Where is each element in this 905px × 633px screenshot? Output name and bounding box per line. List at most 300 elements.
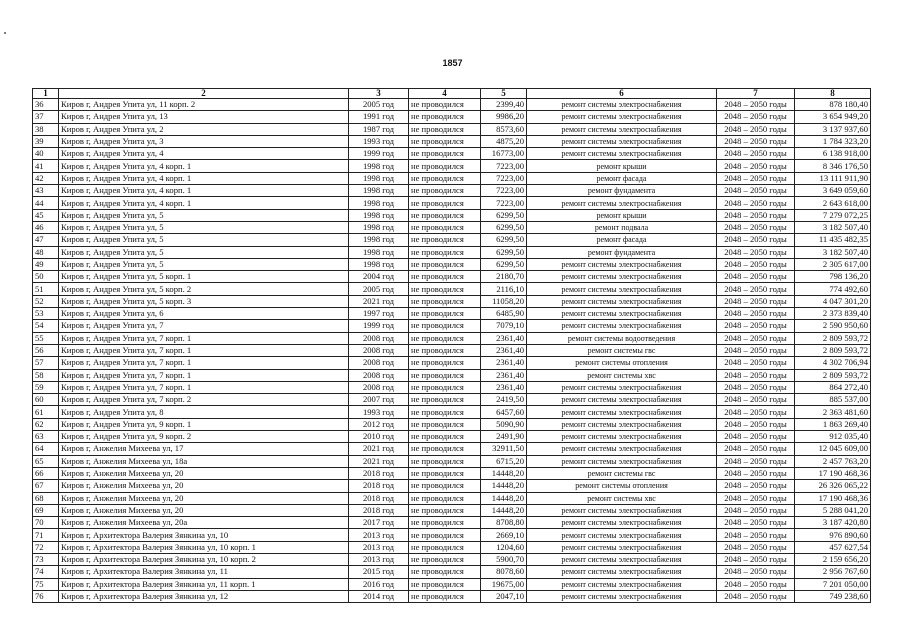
cell-area: 11058,20 — [481, 295, 527, 307]
cell-period: 2048 – 2050 годы — [717, 160, 795, 172]
cell-build-year: 1998 год — [349, 221, 409, 233]
cell-period: 2048 – 2050 годы — [717, 443, 795, 455]
cell-work-type: ремонт системы электроснабжения — [527, 418, 717, 430]
header-col-2: 2 — [59, 89, 349, 99]
page-number: 1857 — [442, 58, 463, 68]
cell-cost: 2 363 481,60 — [795, 406, 871, 418]
cell-build-year: 2021 год — [349, 455, 409, 467]
header-col-6: 6 — [527, 89, 717, 99]
cell-build-year: 2013 год — [349, 529, 409, 541]
cell-cost: 1 784 323,20 — [795, 135, 871, 147]
cell-last-repair: не проводился — [409, 160, 481, 172]
cell-area: 5090,90 — [481, 418, 527, 430]
cell-build-year: 1999 год — [349, 320, 409, 332]
cell-build-year: 1998 год — [349, 160, 409, 172]
cell-row-number: 75 — [33, 578, 59, 590]
table-row — [33, 467, 871, 479]
cell-address: Киров г, Андрея Упита ул, 5 — [59, 258, 349, 270]
cell-row-number: 69 — [33, 504, 59, 516]
table-row — [33, 480, 871, 492]
table-row — [33, 111, 871, 123]
cell-period: 2048 – 2050 годы — [717, 234, 795, 246]
cell-cost: 2 643 618,00 — [795, 197, 871, 209]
table-row — [33, 357, 871, 369]
table-row — [33, 566, 871, 578]
cell-build-year: 1998 год — [349, 246, 409, 258]
table-row — [33, 271, 871, 283]
cell-row-number: 50 — [33, 271, 59, 283]
cell-cost: 878 180,40 — [795, 99, 871, 111]
cell-work-type: ремонт системы электроснабжения — [527, 111, 717, 123]
cell-period: 2048 – 2050 годы — [717, 517, 795, 529]
cell-address: Киров г, Анжелия Михеева ул, 17 — [59, 443, 349, 455]
cell-row-number: 38 — [33, 123, 59, 135]
cell-last-repair: не проводился — [409, 246, 481, 258]
cell-period: 2048 – 2050 годы — [717, 197, 795, 209]
header-col-8: 8 — [795, 89, 871, 99]
cell-period: 2048 – 2050 годы — [717, 394, 795, 406]
cell-cost: 976 890,60 — [795, 529, 871, 541]
cell-work-type: ремонт системы электроснабжения — [527, 308, 717, 320]
table-row — [33, 221, 871, 233]
cell-area: 6299,50 — [481, 234, 527, 246]
table-row — [33, 185, 871, 197]
table-row — [33, 160, 871, 172]
cell-row-number: 70 — [33, 517, 59, 529]
cell-row-number: 71 — [33, 529, 59, 541]
cell-period: 2048 – 2050 годы — [717, 320, 795, 332]
cell-area: 32911,50 — [481, 443, 527, 455]
cell-last-repair: не проводился — [409, 320, 481, 332]
cell-period: 2048 – 2050 годы — [717, 455, 795, 467]
cell-address: Киров г, Андрея Упита ул, 6 — [59, 308, 349, 320]
cell-last-repair: не проводился — [409, 308, 481, 320]
cell-build-year: 2008 год — [349, 332, 409, 344]
cell-cost: 2 956 767,60 — [795, 566, 871, 578]
cell-period: 2048 – 2050 годы — [717, 369, 795, 381]
cell-cost: 17 190 468,36 — [795, 492, 871, 504]
cell-address: Киров г, Андрея Упита ул, 9 корп. 1 — [59, 418, 349, 430]
cell-work-type: ремонт системы водоотведения — [527, 332, 717, 344]
cell-period: 2048 – 2050 годы — [717, 209, 795, 221]
cell-area: 6485,90 — [481, 308, 527, 320]
cell-work-type: ремонт системы электроснабжения — [527, 590, 717, 602]
cell-address: Киров г, Андрея Упита ул, 5 — [59, 234, 349, 246]
cell-row-number: 72 — [33, 541, 59, 553]
cell-address: Киров г, Андрея Упита ул, 5 — [59, 221, 349, 233]
cell-cost: 774 492,60 — [795, 283, 871, 295]
cell-build-year: 1999 год — [349, 148, 409, 160]
cell-work-type: ремонт системы хвс — [527, 369, 717, 381]
cell-cost: 3 654 949,20 — [795, 111, 871, 123]
cell-build-year: 1998 год — [349, 234, 409, 246]
table-row — [33, 209, 871, 221]
cell-address: Киров г, Архитектора Валерия Зянкина ул, 11 корп. 1 — [59, 578, 349, 590]
cell-address: Киров г, Андрея Упита ул, 4 корп. 1 — [59, 172, 349, 184]
cell-address: Киров г, Анжелия Михеева ул, 20 — [59, 504, 349, 516]
table-body — [33, 99, 871, 603]
cell-area: 6715,20 — [481, 455, 527, 467]
cell-row-number: 39 — [33, 135, 59, 147]
cell-last-repair: не проводился — [409, 418, 481, 430]
cell-address: Киров г, Андрея Упита ул, 7 корп. 1 — [59, 344, 349, 356]
cell-row-number: 58 — [33, 369, 59, 381]
cell-cost: 912 035,40 — [795, 431, 871, 443]
cell-area: 6299,50 — [481, 221, 527, 233]
cell-build-year: 1998 год — [349, 209, 409, 221]
table-row — [33, 590, 871, 602]
cell-work-type: ремонт системы электроснабжения — [527, 443, 717, 455]
cell-work-type: ремонт фундамента — [527, 185, 717, 197]
cell-period: 2048 – 2050 годы — [717, 111, 795, 123]
table-row — [33, 406, 871, 418]
table-row — [33, 295, 871, 307]
cell-work-type: ремонт системы электроснабжения — [527, 406, 717, 418]
cell-cost: 2 305 617,00 — [795, 258, 871, 270]
cell-area: 6299,50 — [481, 258, 527, 270]
cell-work-type: ремонт системы электроснабжения — [527, 517, 717, 529]
cell-period: 2048 – 2050 годы — [717, 135, 795, 147]
cell-period: 2048 – 2050 годы — [717, 480, 795, 492]
cell-work-type: ремонт системы электроснабжения — [527, 566, 717, 578]
cell-row-number: 73 — [33, 553, 59, 565]
cell-last-repair: не проводился — [409, 332, 481, 344]
cell-build-year: 2005 год — [349, 283, 409, 295]
cell-last-repair: не проводился — [409, 148, 481, 160]
cell-work-type: ремонт системы электроснабжения — [527, 541, 717, 553]
cell-row-number: 55 — [33, 332, 59, 344]
cell-area: 5900,70 — [481, 553, 527, 565]
cell-build-year: 1993 год — [349, 135, 409, 147]
cell-area: 14448,20 — [481, 492, 527, 504]
cell-row-number: 46 — [33, 221, 59, 233]
cell-period: 2048 – 2050 годы — [717, 406, 795, 418]
cell-work-type: ремонт системы отопления — [527, 357, 717, 369]
cell-build-year: 1997 год — [349, 308, 409, 320]
cell-cost: 2 809 593,72 — [795, 332, 871, 344]
cell-period: 2048 – 2050 годы — [717, 246, 795, 258]
cell-row-number: 65 — [33, 455, 59, 467]
cell-work-type: ремонт системы электроснабжения — [527, 578, 717, 590]
cell-last-repair: не проводился — [409, 295, 481, 307]
cell-cost: 17 190 468,36 — [795, 467, 871, 479]
cell-address: Киров г, Андрея Упита ул, 5 — [59, 209, 349, 221]
table-row — [33, 541, 871, 553]
cell-work-type: ремонт системы электроснабжения — [527, 455, 717, 467]
cell-cost: 1 863 269,40 — [795, 418, 871, 430]
header-col-1: 1 — [33, 89, 59, 99]
cell-last-repair: не проводился — [409, 234, 481, 246]
cell-period: 2048 – 2050 годы — [717, 99, 795, 111]
cell-address: Киров г, Андрея Упита ул, 13 — [59, 111, 349, 123]
cell-work-type: ремонт системы электроснабжения — [527, 283, 717, 295]
cell-last-repair: не проводился — [409, 517, 481, 529]
cell-address: Киров г, Архитектора Валерия Зянкина ул, 12 — [59, 590, 349, 602]
table-row — [33, 504, 871, 516]
cell-area: 14448,20 — [481, 467, 527, 479]
cell-cost: 2 159 656,20 — [795, 553, 871, 565]
cell-period: 2048 – 2050 годы — [717, 553, 795, 565]
cell-area: 2180,70 — [481, 271, 527, 283]
cell-area: 2419,50 — [481, 394, 527, 406]
cell-cost: 13 111 911,90 — [795, 172, 871, 184]
cell-build-year: 1993 год — [349, 406, 409, 418]
cell-last-repair: не проводился — [409, 443, 481, 455]
cell-cost: 2 809 593,72 — [795, 369, 871, 381]
cell-work-type: ремонт системы электроснабжения — [527, 431, 717, 443]
cell-address: Киров г, Анжелия Михеева ул, 18а — [59, 455, 349, 467]
cell-area: 7223,00 — [481, 160, 527, 172]
cell-row-number: 47 — [33, 234, 59, 246]
cell-cost: 798 136,20 — [795, 271, 871, 283]
cell-last-repair: не проводился — [409, 99, 481, 111]
cell-address: Киров г, Андрея Упита ул, 5 корп. 1 — [59, 271, 349, 283]
cell-address: Киров г, Анжелия Михеева ул, 20 — [59, 480, 349, 492]
cell-work-type: ремонт системы электроснабжения — [527, 553, 717, 565]
cell-period: 2048 – 2050 годы — [717, 332, 795, 344]
cell-build-year: 2008 год — [349, 357, 409, 369]
cell-cost: 864 272,40 — [795, 381, 871, 393]
cell-area: 1204,60 — [481, 541, 527, 553]
cell-build-year: 2008 год — [349, 381, 409, 393]
cell-last-repair: не проводился — [409, 283, 481, 295]
cell-area: 6299,50 — [481, 209, 527, 221]
cell-area: 8078,60 — [481, 566, 527, 578]
cell-period: 2048 – 2050 годы — [717, 504, 795, 516]
cell-area: 2669,10 — [481, 529, 527, 541]
cell-build-year: 2013 год — [349, 541, 409, 553]
cell-work-type: ремонт фасада — [527, 172, 717, 184]
table-row — [33, 234, 871, 246]
cell-row-number: 54 — [33, 320, 59, 332]
cell-address: Киров г, Андрея Упита ул, 5 корп. 3 — [59, 295, 349, 307]
cell-cost: 2 457 763,20 — [795, 455, 871, 467]
cell-build-year: 2018 год — [349, 492, 409, 504]
table-row — [33, 283, 871, 295]
cell-last-repair: не проводился — [409, 369, 481, 381]
cell-area: 6457,60 — [481, 406, 527, 418]
cell-work-type: ремонт системы электроснабжения — [527, 394, 717, 406]
cell-work-type: ремонт фасада — [527, 234, 717, 246]
cell-work-type: ремонт системы электроснабжения — [527, 295, 717, 307]
cell-address: Киров г, Андрея Упита ул, 4 корп. 1 — [59, 160, 349, 172]
cell-work-type: ремонт системы электроснабжения — [527, 529, 717, 541]
cell-area: 7223,00 — [481, 172, 527, 184]
cell-period: 2048 – 2050 годы — [717, 492, 795, 504]
cell-last-repair: не проводился — [409, 344, 481, 356]
cell-work-type: ремонт системы электроснабжения — [527, 271, 717, 283]
cell-last-repair: не проводился — [409, 197, 481, 209]
cell-area: 14448,20 — [481, 504, 527, 516]
cell-address: Киров г, Андрея Упита ул, 11 корп. 2 — [59, 99, 349, 111]
cell-build-year: 2005 год — [349, 99, 409, 111]
cell-area: 2399,40 — [481, 99, 527, 111]
cell-row-number: 52 — [33, 295, 59, 307]
cell-last-repair: не проводился — [409, 258, 481, 270]
cell-address: Киров г, Андрея Упита ул, 8 — [59, 406, 349, 418]
cell-address: Киров г, Андрея Упита ул, 4 — [59, 148, 349, 160]
cell-last-repair: не проводился — [409, 541, 481, 553]
cell-last-repair: не проводился — [409, 271, 481, 283]
cell-area: 2361,40 — [481, 357, 527, 369]
cell-work-type: ремонт системы электроснабжения — [527, 381, 717, 393]
cell-address: Киров г, Архитектора Валерия Зянкина ул, 10 — [59, 529, 349, 541]
table-row — [33, 553, 871, 565]
cell-work-type: ремонт системы электроснабжения — [527, 320, 717, 332]
cell-build-year: 2007 год — [349, 394, 409, 406]
cell-build-year: 2013 год — [349, 553, 409, 565]
cell-area: 8708,80 — [481, 517, 527, 529]
cell-build-year: 2017 год — [349, 517, 409, 529]
table-row — [33, 578, 871, 590]
cell-address: Киров г, Архитектора Валерия Зянкина ул, 10 корп. 2 — [59, 553, 349, 565]
table-row — [33, 320, 871, 332]
cell-build-year: 2010 год — [349, 431, 409, 443]
cell-area: 2491,90 — [481, 431, 527, 443]
cell-cost: 457 627,54 — [795, 541, 871, 553]
cell-area: 2361,40 — [481, 381, 527, 393]
cell-row-number: 49 — [33, 258, 59, 270]
cell-last-repair: не проводился — [409, 381, 481, 393]
cell-cost: 5 288 041,20 — [795, 504, 871, 516]
cell-period: 2048 – 2050 годы — [717, 172, 795, 184]
cell-last-repair: не проводился — [409, 209, 481, 221]
cell-area: 2047,10 — [481, 590, 527, 602]
cell-area: 14448,20 — [481, 480, 527, 492]
cell-period: 2048 – 2050 годы — [717, 381, 795, 393]
table-row — [33, 369, 871, 381]
cell-row-number: 68 — [33, 492, 59, 504]
cell-cost: 3 649 059,60 — [795, 185, 871, 197]
cell-period: 2048 – 2050 годы — [717, 258, 795, 270]
cell-work-type: ремонт системы гвс — [527, 344, 717, 356]
cell-last-repair: не проводился — [409, 492, 481, 504]
cell-last-repair: не проводился — [409, 566, 481, 578]
cell-area: 7079,10 — [481, 320, 527, 332]
cell-work-type: ремонт системы электроснабжения — [527, 148, 717, 160]
cell-last-repair: не проводился — [409, 394, 481, 406]
cell-address: Киров г, Анжелия Михеева ул, 20 — [59, 492, 349, 504]
cell-build-year: 2016 год — [349, 578, 409, 590]
table-row — [33, 123, 871, 135]
cell-cost: 2 590 950,60 — [795, 320, 871, 332]
cell-period: 2048 – 2050 годы — [717, 566, 795, 578]
cell-address: Киров г, Андрея Упита ул, 9 корп. 2 — [59, 431, 349, 443]
cell-build-year: 1998 год — [349, 172, 409, 184]
cell-build-year: 2018 год — [349, 467, 409, 479]
cell-cost: 7 201 050,00 — [795, 578, 871, 590]
cell-period: 2048 – 2050 годы — [717, 590, 795, 602]
cell-period: 2048 – 2050 годы — [717, 467, 795, 479]
table-row — [33, 455, 871, 467]
cell-last-repair: не проводился — [409, 578, 481, 590]
cell-area: 6299,50 — [481, 246, 527, 258]
cell-last-repair: не проводился — [409, 553, 481, 565]
cell-address: Киров г, Андрея Упита ул, 7 корп. 1 — [59, 381, 349, 393]
cell-row-number: 41 — [33, 160, 59, 172]
cell-row-number: 36 — [33, 99, 59, 111]
cell-work-type: ремонт системы хвс — [527, 492, 717, 504]
cell-work-type: ремонт крыши — [527, 209, 717, 221]
cell-build-year: 2008 год — [349, 344, 409, 356]
cell-row-number: 63 — [33, 431, 59, 443]
cell-row-number: 59 — [33, 381, 59, 393]
cell-row-number: 57 — [33, 357, 59, 369]
table-row — [33, 431, 871, 443]
cell-address: Киров г, Анжелия Михеева ул, 20а — [59, 517, 349, 529]
cell-build-year: 1987 год — [349, 123, 409, 135]
cell-cost: 2 373 839,40 — [795, 308, 871, 320]
cell-period: 2048 – 2050 годы — [717, 344, 795, 356]
cell-cost: 7 279 072,25 — [795, 209, 871, 221]
cell-build-year: 1998 год — [349, 185, 409, 197]
cell-period: 2048 – 2050 годы — [717, 283, 795, 295]
cell-row-number: 53 — [33, 308, 59, 320]
scan-speck — [4, 32, 6, 34]
cell-area: 4875,20 — [481, 135, 527, 147]
cell-period: 2048 – 2050 годы — [717, 418, 795, 430]
cell-cost: 3 187 420,80 — [795, 517, 871, 529]
table-row — [33, 332, 871, 344]
cell-cost: 2 809 593,72 — [795, 344, 871, 356]
cell-row-number: 51 — [33, 283, 59, 295]
cell-work-type: ремонт фундамента — [527, 246, 717, 258]
cell-row-number: 42 — [33, 172, 59, 184]
cell-last-repair: не проводился — [409, 455, 481, 467]
table-row — [33, 344, 871, 356]
cell-last-repair: не проводился — [409, 357, 481, 369]
table-row — [33, 99, 871, 111]
cell-area: 7223,00 — [481, 197, 527, 209]
cell-build-year: 2008 год — [349, 369, 409, 381]
cell-build-year: 1998 год — [349, 258, 409, 270]
cell-row-number: 74 — [33, 566, 59, 578]
cell-area: 2361,40 — [481, 344, 527, 356]
cell-period: 2048 – 2050 годы — [717, 308, 795, 320]
cell-work-type: ремонт системы электроснабжения — [527, 123, 717, 135]
table-row — [33, 197, 871, 209]
cell-last-repair: не проводился — [409, 504, 481, 516]
cell-period: 2048 – 2050 годы — [717, 123, 795, 135]
table-row — [33, 258, 871, 270]
table-row — [33, 308, 871, 320]
header-col-7: 7 — [717, 89, 795, 99]
cell-row-number: 48 — [33, 246, 59, 258]
cell-build-year: 2018 год — [349, 504, 409, 516]
cell-row-number: 76 — [33, 590, 59, 602]
cell-area: 2361,40 — [481, 369, 527, 381]
cell-address: Киров г, Архитектора Валерия Зянкина ул, 11 — [59, 566, 349, 578]
table-row — [33, 148, 871, 160]
table-row — [33, 394, 871, 406]
table-row — [33, 172, 871, 184]
header-col-3: 3 — [349, 89, 409, 99]
cell-cost: 26 326 065,22 — [795, 480, 871, 492]
cell-build-year: 2004 год — [349, 271, 409, 283]
cell-cost: 12 045 609,00 — [795, 443, 871, 455]
cell-work-type: ремонт подвала — [527, 221, 717, 233]
cell-area: 2116,10 — [481, 283, 527, 295]
cell-cost: 4 047 301,20 — [795, 295, 871, 307]
cell-build-year: 1998 год — [349, 197, 409, 209]
cell-last-repair: не проводился — [409, 467, 481, 479]
cell-row-number: 67 — [33, 480, 59, 492]
table-row — [33, 418, 871, 430]
cell-cost: 3 182 507,40 — [795, 221, 871, 233]
cell-last-repair: не проводился — [409, 406, 481, 418]
cell-cost: 8 346 176,50 — [795, 160, 871, 172]
cell-cost: 4 302 706,94 — [795, 357, 871, 369]
